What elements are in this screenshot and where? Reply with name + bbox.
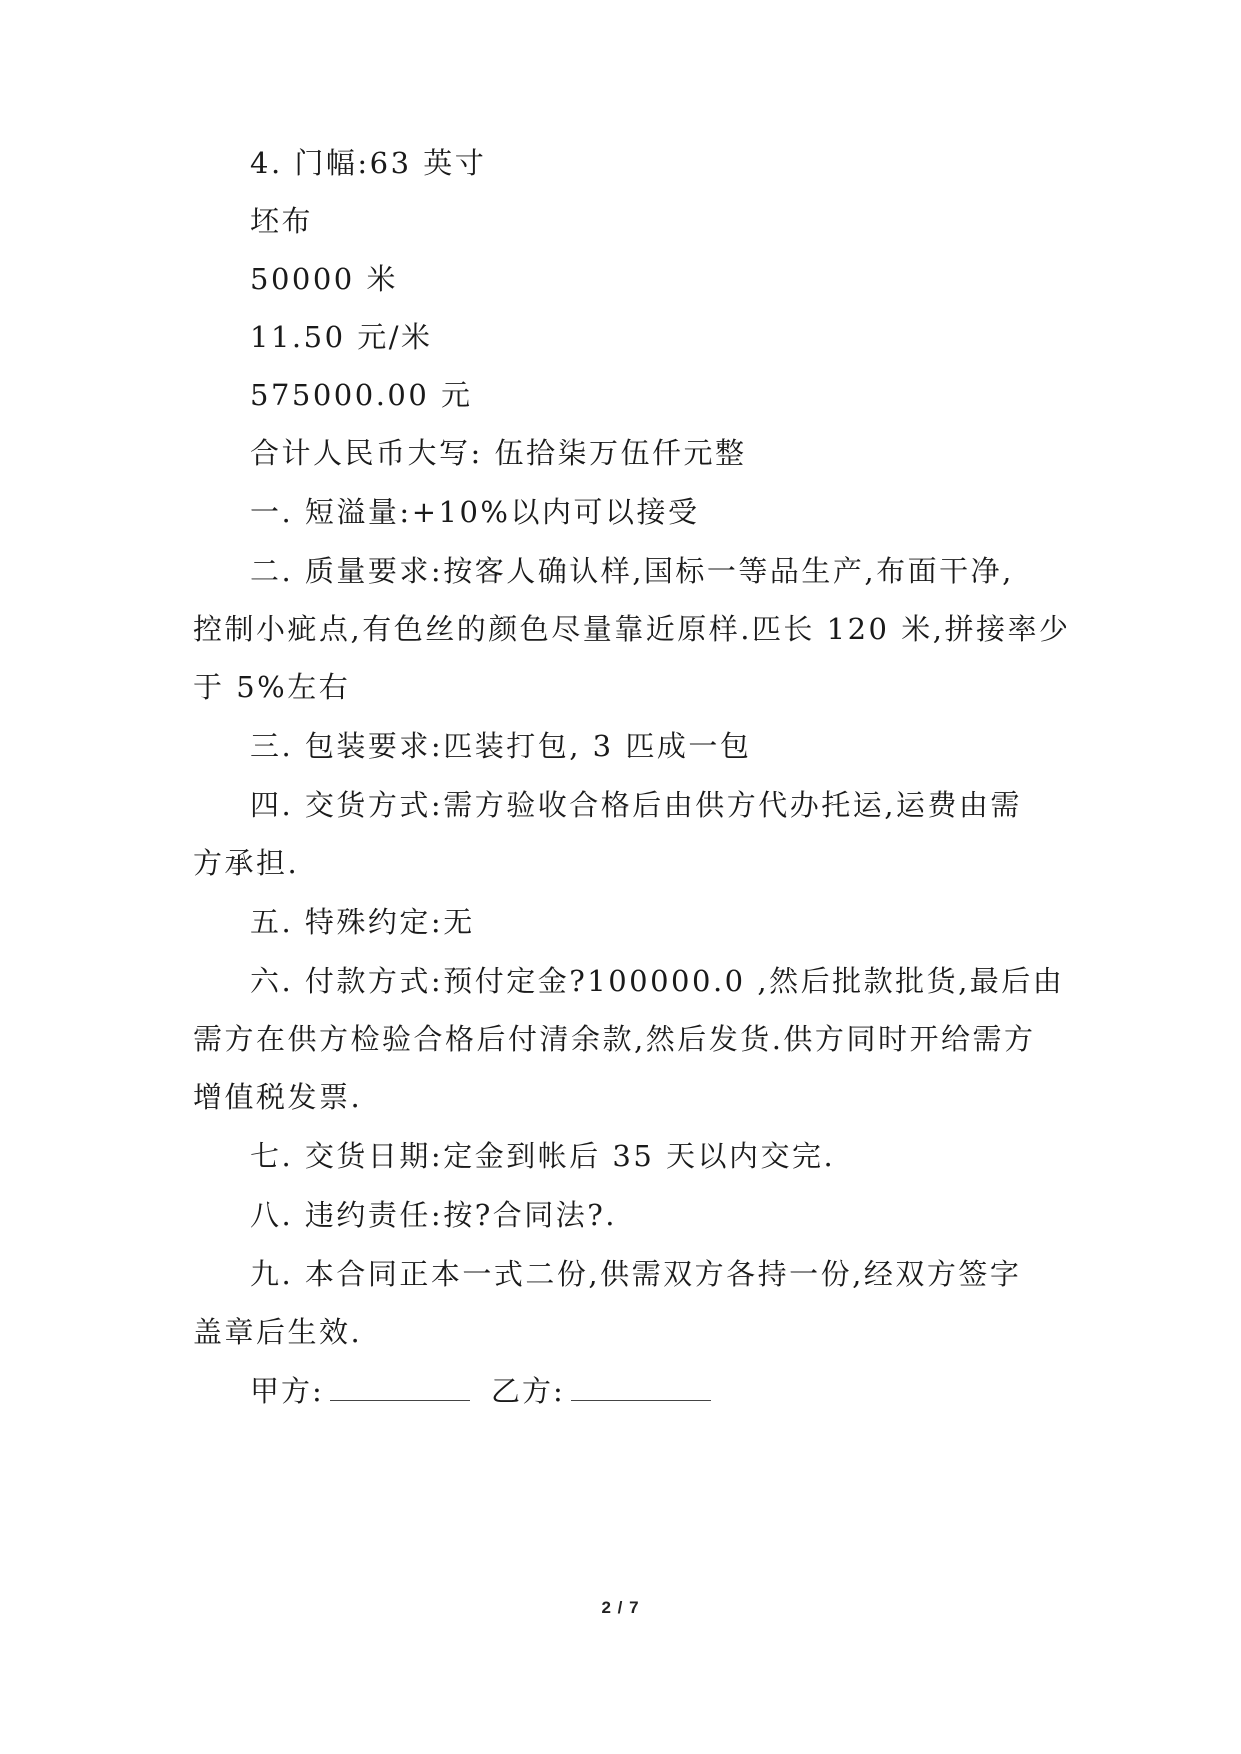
spec-amount-line: 575000.00 元: [250, 378, 473, 412]
party-b-signature-blank: [571, 1376, 711, 1401]
clause-8-line: 八. 违约责任:按?合同法?.: [250, 1198, 618, 1232]
signature-row: [250, 1373, 721, 1409]
clause-4-line-2: 方承担.: [193, 846, 300, 880]
clause-2-line-3: 于 5%左右: [193, 670, 351, 704]
clause-9-line-1: 九. 本合同正本一式二份,供需双方各持一份,经双方签字: [250, 1257, 1022, 1291]
clause-5-line: 五. 特殊约定:无: [250, 905, 475, 939]
clause-1-line: 一. 短溢量:+10%以内可以接受: [250, 495, 700, 529]
clause-2-line-1: 二. 质量要求:按客人确认样,国标一等品生产,布面干净,: [250, 554, 1014, 588]
clause-6-line-2: 需方在供方检验合格后付清余款,然后发货.供方同时开给需方: [193, 1022, 1036, 1056]
party-b-label: 乙方:: [491, 1374, 565, 1408]
spec-quantity-line: 50000 米: [250, 262, 398, 296]
spec-unit-price-line: 11.50 元/米: [250, 320, 433, 354]
page-number: 2 / 7: [601, 1598, 640, 1617]
spec-fabric-line: 坯布: [250, 204, 314, 238]
clause-9-line-2: 盖章后生效.: [193, 1315, 363, 1349]
clause-6-line-1: 六. 付款方式:预付定金?100000.0 ,然后批款批货,最后由: [250, 964, 1065, 998]
clause-6-line-3: 增值税发票.: [193, 1080, 363, 1114]
party-a-label: 甲方:: [250, 1374, 324, 1408]
clause-2-line-2: 控制小疵点,有色丝的颜色尽量靠近原样.匹长 120 米,拼接率少: [193, 612, 1071, 646]
clause-4-line-1: 四. 交货方式:需方验收合格后由供方代办托运,运费由需: [250, 788, 1022, 822]
spec-width-line: 4. 门幅:63 英寸: [250, 146, 487, 180]
party-a-signature-blank: [330, 1376, 470, 1401]
clause-3-line: 三. 包装要求:匹装打包, 3 匹成一包: [250, 729, 752, 763]
clause-7-line: 七. 交货日期:定金到帐后 35 天以内交完.: [250, 1139, 836, 1173]
total-in-words-line: 合计人民币大写: 伍拾柒万伍仟元整: [250, 436, 747, 470]
